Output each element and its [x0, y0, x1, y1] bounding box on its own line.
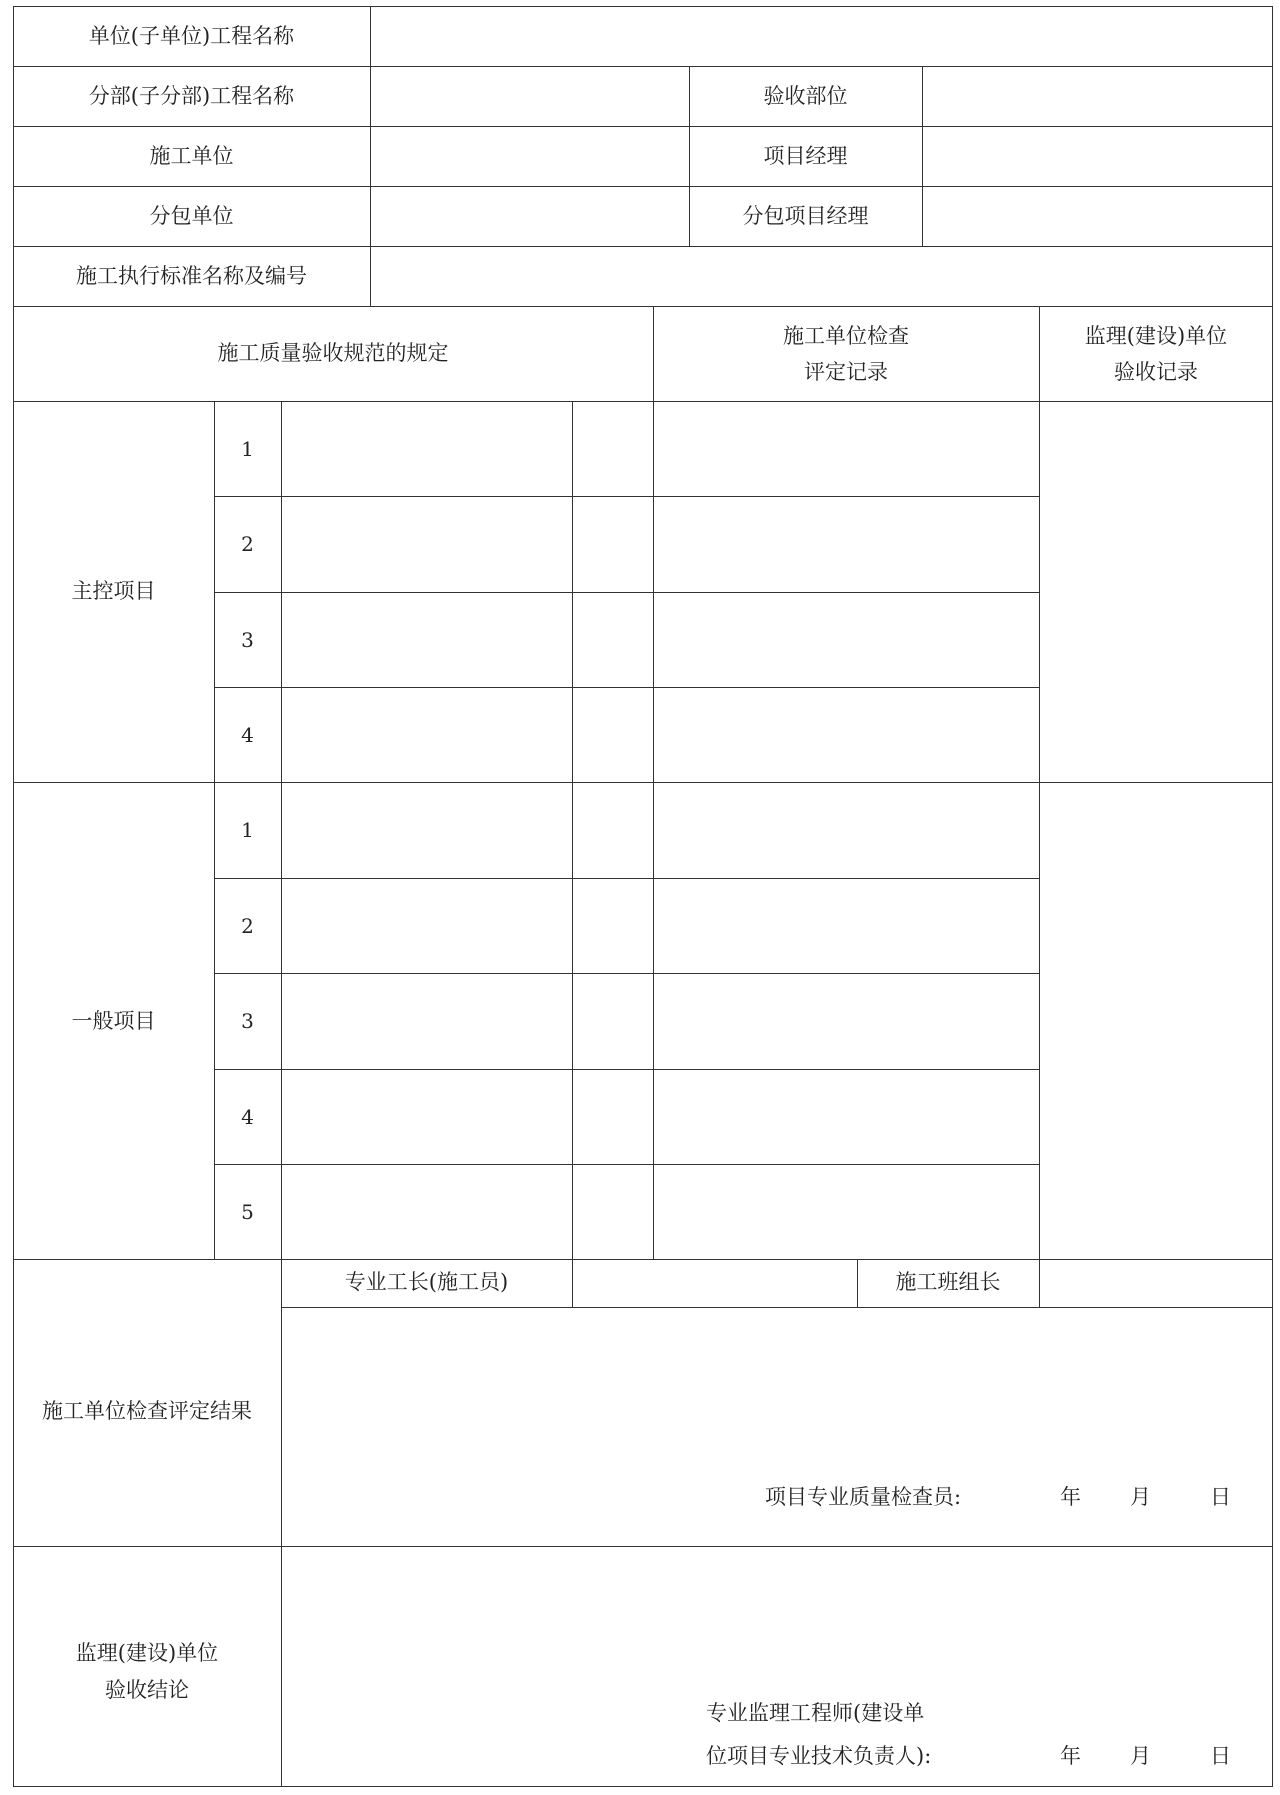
result-label: 施工单位检查评定结果: [42, 1399, 252, 1423]
result-year: 年: [1060, 1485, 1081, 1509]
project-manager-label: 项目经理: [763, 144, 848, 168]
general-item-number: 2: [241, 914, 254, 938]
result-month: 月: [1130, 1485, 1151, 1509]
sub-project-name-label: 分部(子分部)工程名称: [88, 84, 295, 108]
unit-project-name-label: 单位(子单位)工程名称: [88, 24, 295, 48]
conclusion-month: 月: [1130, 1744, 1151, 1768]
inspection-header-line1: 施工单位检查: [783, 324, 909, 348]
main-item-number: 2: [241, 532, 254, 556]
construction-unit-label: 施工单位: [149, 144, 234, 168]
spec-header: 施工质量验收规范的规定: [217, 341, 449, 365]
general-item-number: 1: [241, 818, 254, 842]
general-item-number: 5: [241, 1200, 254, 1224]
main-item-number: 1: [241, 437, 254, 461]
foreman-label: 专业工长(施工员): [344, 1270, 509, 1294]
standard-label: 施工执行标准名称及编号: [76, 264, 307, 288]
subcontract-unit-label: 分包单位: [149, 204, 234, 228]
acceptance-part-label: 验收部位: [763, 84, 848, 108]
conclusion-label-line2: 验收结论: [105, 1678, 189, 1702]
general-item-number: 4: [241, 1105, 254, 1129]
conclusion-year: 年: [1060, 1744, 1081, 1768]
inspection-header-line2: 评定记录: [804, 360, 888, 384]
engineer-signature-line1: 专业监理工程师(建设单: [706, 1701, 925, 1725]
main-item-number: 3: [241, 628, 254, 652]
inspection-form: [13, 6, 1273, 1787]
conclusion-day: 日: [1210, 1744, 1231, 1768]
main-control-label: 主控项目: [71, 579, 156, 603]
inspector-signature-label: 项目专业质量检查员:: [765, 1485, 962, 1509]
supervision-header-line2: 验收记录: [1114, 360, 1198, 384]
general-item-number: 3: [241, 1009, 254, 1033]
supervision-header-line1: 监理(建设)单位: [1084, 324, 1228, 348]
general-label: 一般项目: [71, 1009, 156, 1033]
engineer-signature-line2: 位项目专业技术负责人):: [706, 1744, 932, 1768]
subcontract-pm-label: 分包项目经理: [742, 204, 869, 228]
team-leader-label: 施工班组长: [895, 1270, 1001, 1294]
result-day: 日: [1210, 1485, 1231, 1509]
main-item-number: 4: [241, 723, 254, 747]
conclusion-label-line1: 监理(建设)单位: [75, 1641, 219, 1665]
